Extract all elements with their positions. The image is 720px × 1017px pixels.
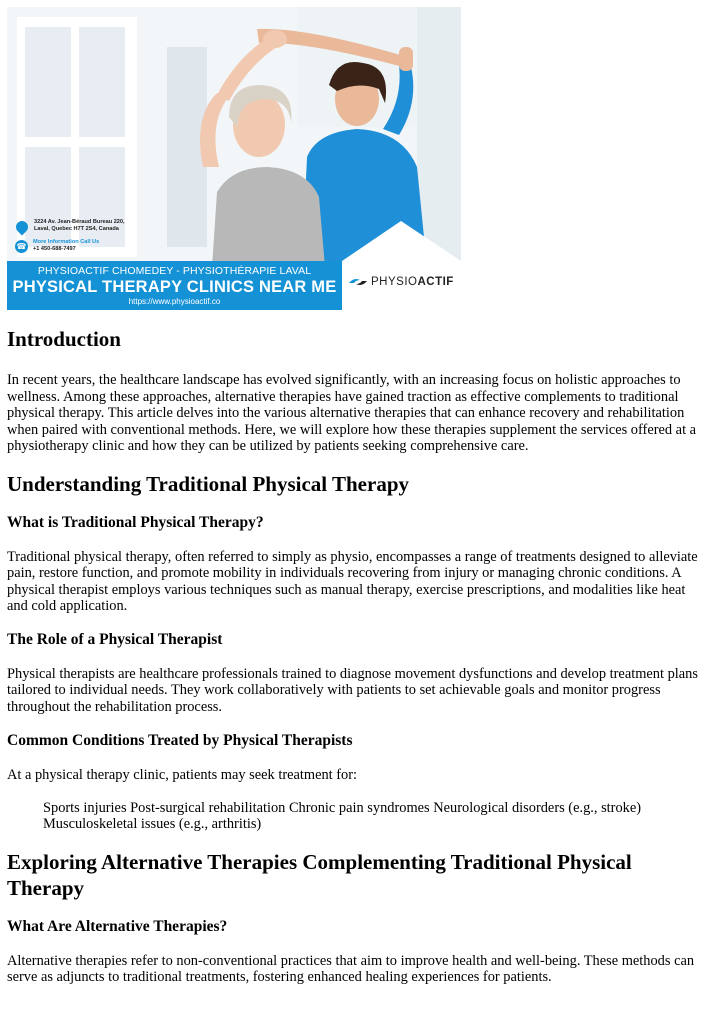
phone-label: More Information Call Us xyxy=(33,239,100,245)
address-row xyxy=(14,219,154,233)
conditions-list: Sports injuries Post-surgical rehabilitation Chronic pain syndromes Neurological disorders (e.g., stroke) Musculoskeletal issues (e.g., arthritis) xyxy=(43,799,642,832)
article xyxy=(7,322,707,986)
logo-lockup xyxy=(348,276,454,288)
intro-paragraph: In recent years, the healthcare landscape has evolved significantly, with an increasing focus on holistic approaches to wellness. Among these approaches, alternative therapies have gained traction as effective complements to traditional physical therapy. This article delves into the various alternative therapies that can enhance recovery and rehabilitation when paired with conventional methods. Here, we will explore how these therapies supplement the services offered at a physiotherapy clinic and how they can be utilized by patients seeking comprehensive care. xyxy=(7,372,697,454)
hero-title-banner xyxy=(7,261,342,310)
phone-number: +1 450-688-7497 xyxy=(33,246,76,252)
banner-subtitle: PHYSIOACTIF CHOMEDEY - PHYSIOTHÉRAPIE LAVAL xyxy=(37,265,312,277)
location-pin-icon xyxy=(14,219,31,236)
physioactif-logo-icon xyxy=(348,276,368,288)
phone-row xyxy=(14,239,154,253)
address xyxy=(34,219,125,233)
phone-block xyxy=(33,239,99,253)
address-line-2: Laval, Quebec H7T 2S4, Canada xyxy=(34,226,119,232)
contact-info xyxy=(14,219,154,259)
address-line-1: 3224 Av. Jean-Béraud Bureau 220, xyxy=(34,219,125,225)
section-heading-alternative: Exploring Alternative Therapies Complementing Traditional Physical Therapy xyxy=(7,849,632,900)
intro-heading: Introduction xyxy=(7,327,121,351)
brand-logo xyxy=(342,261,461,310)
phone-icon: ☎ xyxy=(16,242,27,251)
banner-url: https://www.physioactif.co xyxy=(128,297,221,306)
hero-banner-image xyxy=(7,7,461,310)
alt-heading: What Are Alternative Therapies? xyxy=(7,917,228,935)
conditions-intro: At a physical therapy clinic, patients may seek treatment for: xyxy=(7,767,358,783)
section-heading-traditional: Understanding Traditional Physical Therapy xyxy=(7,471,409,496)
logo-text-actif: ACTIF xyxy=(417,276,454,288)
banner-title: PHYSICAL THERAPY CLINICS NEAR ME xyxy=(12,278,337,296)
logo-roof-shape xyxy=(342,221,461,261)
alt-paragraph: Alternative therapies refer to non-conventional practices that aim to improve health and well-being. These methods can serve as adjuncts to traditional treatments, fostering enhanced healing experiences for patients. xyxy=(7,952,695,985)
conditions-heading: Common Conditions Treated by Physical Therapists xyxy=(7,732,353,749)
what-is-paragraph: Traditional physical therapy, often referred to simply as physio, encompasses a range of treatments designed to alleviate pain, restore function, and promote mobility in individuals recovering from injury or managing chronic conditions. A physical therapist employs various techniques such as manual therapy, exercise prescriptions, and modalities like heat and cold application. xyxy=(7,548,698,614)
role-heading: The Role of a Physical Therapist xyxy=(7,630,223,648)
logo-text-physio: PHYSIO xyxy=(371,276,418,288)
what-is-heading: What is Traditional Physical Therapy? xyxy=(7,513,264,531)
role-paragraph: Physical therapists are healthcare professionals trained to diagnose movement dysfunctions and develop treatment plans tailored to individual needs. They work collaboratively with patients to set achievable goals and monitor progress throughout the rehabilitation process. xyxy=(7,665,698,715)
